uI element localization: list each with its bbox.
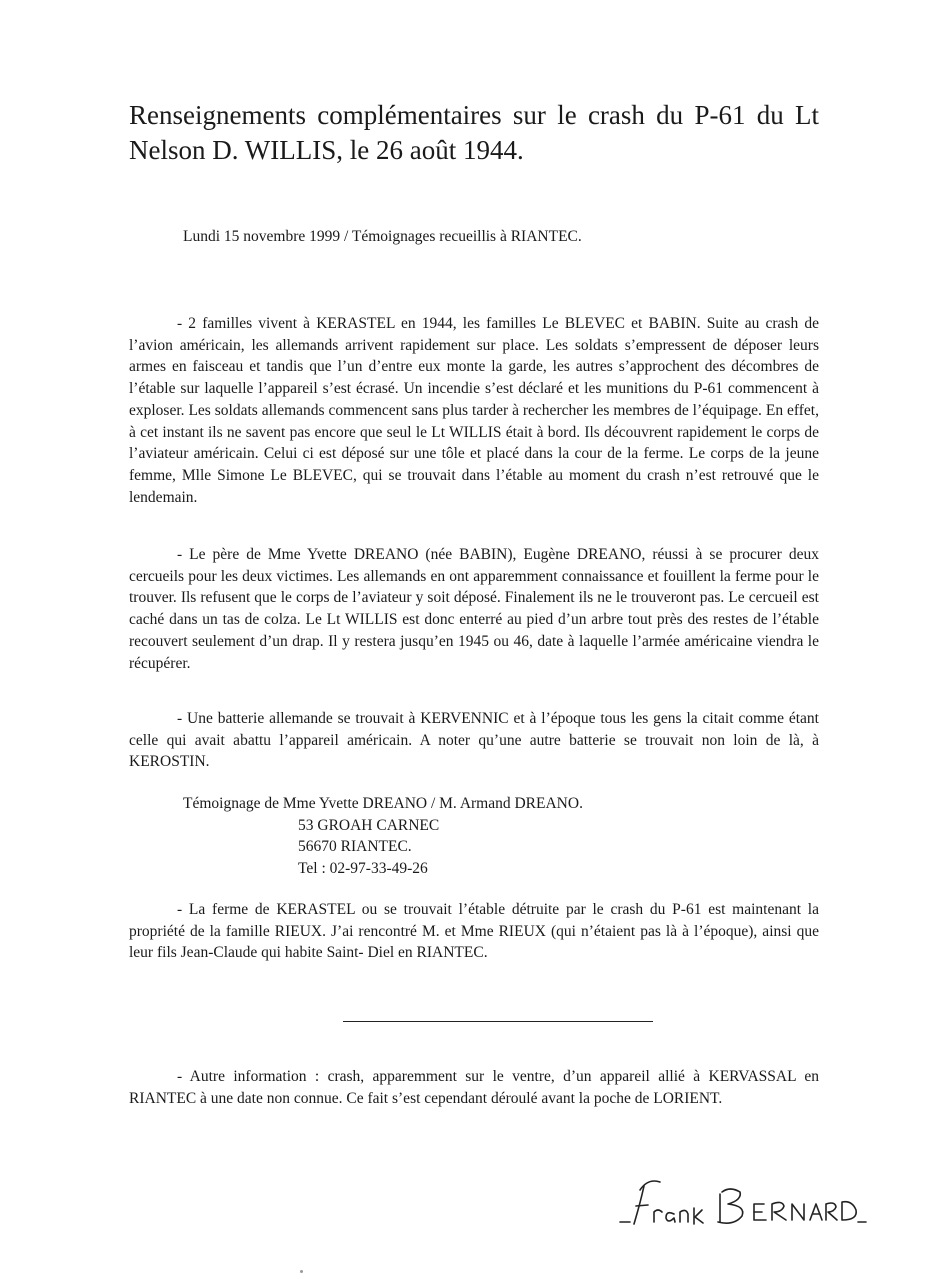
date-line: Lundi 15 novembre 1999 / Témoignages recueillis à RIANTEC.: [183, 228, 582, 245]
paragraph-farm-owners: - La ferme de KERASTEL ou se trouvait l’étable détruite par le crash du P-61 est maintenant la propriété de la famille RIEUX. J’ai rencontré M. et Mme RIEUX (qui n’étaient pas là à l’époque), ainsi que leur fils Jean-Claude qui habite Saint- Diel en RIANTEC.: [129, 901, 819, 962]
document-title: Renseignements complémentaires sur le crash du P-61 du Lt Nelson D. WILLIS, le 26 août 1944.: [129, 100, 819, 165]
paragraph-german-battery: - Une batterie allemande se trouvait à KERVENNIC et à l’époque tous les gens la citait comme étant celle qui avait abattu l’appareil américain. A noter qu’une autre batterie se trouvait non loin de là, à KEROSTIN.: [129, 710, 819, 771]
handwritten-signature: [618, 1172, 868, 1232]
testimony-city: 56670 RIANTEC.: [298, 838, 412, 855]
testimony-block: [183, 793, 583, 879]
testimony-source: Témoignage de Mme Yvette DREANO / M. Armand DREANO.: [183, 795, 583, 812]
paragraph-kerastel-families: - 2 familles vivent à KERASTEL en 1944, les familles Le BLEVEC et BABIN. Suite au crash de l’avion américain, les allemands arrivent rapidement sur place. Les soldats s’empressent de déposer leurs armes en faisceau et tandis que l’un d’entre eux monte la garde, les autres s’approchent des décombres de l’étable sur laquelle l’appareil s’est écrasé. Un incendie s’est déclaré et les munitions du P-61 commencent à exploser. Les soldats allemands commencent sans plus tarder à rechercher les membres de l’équipage. En effet, à cet instant ils ne savent pas encore que seul le Lt WILLIS était à bord. Ils découvrent rapidement le corps de l’aviateur américain. Celui ci est déposé sur une tôle et placé dans la cour de la ferme. Le corps de la jeune femme, Mlle Simone Le BLEVEC, qui se trouvait dans l’étable au moment du crash n’est retrouvé que le lendemain.: [129, 315, 819, 506]
section-divider: [343, 1021, 653, 1022]
scan-speck: [300, 1270, 303, 1273]
testimony-street: 53 GROAH CARNEC: [298, 816, 440, 834]
testimony-phone: Tel : 02-97-33-49-26: [298, 859, 428, 877]
paragraph-other-information: - Autre information : crash, apparemment sur le ventre, d’un appareil allié à KERVASSAL en RIANTEC à une date non connue. Ce fait s’est cependant déroulé avant la poche de LORIENT.: [129, 1068, 819, 1107]
paragraph-coffins: - Le père de Mme Yvette DREANO (née BABIN), Eugène DREANO, réussi à se procurer deux cercueils pour les deux victimes. Les allemands en ont apparemment connaissance et fouillent la ferme pour le trouver. Ils refusent que le corps de l’aviateur y soit déposé. Finalement ils ne le trouveront pas. Le cercueil est caché dans un tas de colza. Le Lt WILLIS est donc enterré au pied d’un arbre tout près des restes de l’étable recouvert seulement d’un drap. Il y restera jusqu’en 1945 ou 46, date à laquelle l’armée américaine viendra le récupérer.: [129, 546, 819, 672]
